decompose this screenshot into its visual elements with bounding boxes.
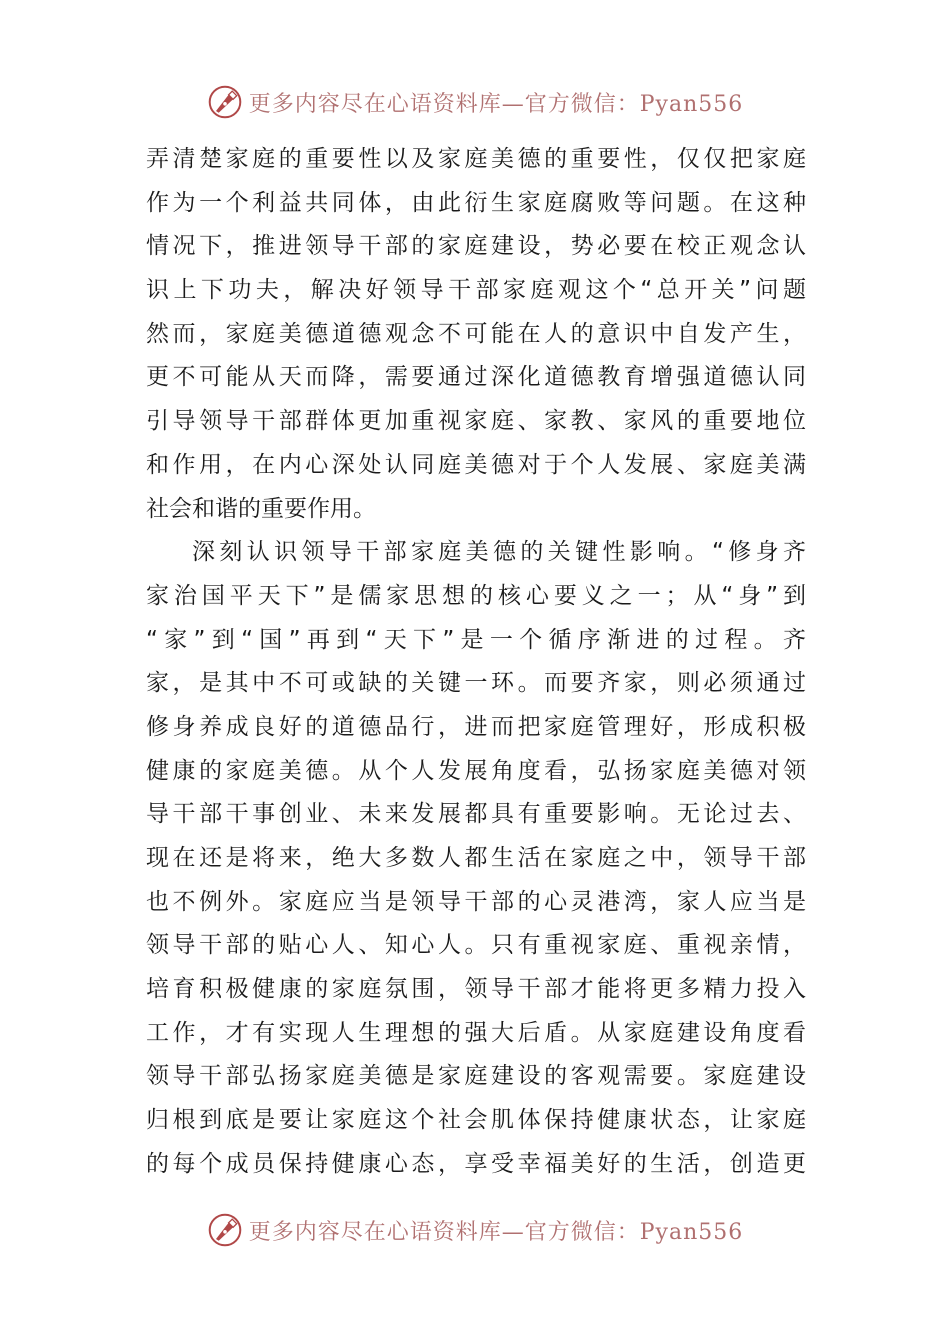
text-line: 也不例外。家庭应当是领导干部的心灵港湾，家人应当是 <box>146 888 806 915</box>
banner-text: 更多内容尽在心语资料库—官方微信：Pyan556 <box>248 1219 744 1245</box>
text-line: 归根到底是要让家庭这个社会肌体保持健康状态，让家庭 <box>146 1107 806 1134</box>
text-line: 社会和谐的重要作用。 <box>146 495 376 522</box>
text-line: 然而，家庭美德道德观念不可能在人的意识中自发产生， <box>146 320 806 347</box>
text-line: 家，是其中不可或缺的关键一环。而要齐家，则必须通过 <box>146 670 806 697</box>
text-line: 弄清楚家庭的重要性以及家庭美德的重要性，仅仅把家庭 <box>146 146 806 172</box>
text-line: 深刻认识领导干部家庭美德的关键性影响。“修身齐 <box>192 539 806 566</box>
text-line: 引导领导干部群体更加重视家庭、家教、家风的重要地位 <box>146 408 806 435</box>
text-line: 培育积极健康的家庭氛围，领导干部才能将更多精力投入 <box>146 976 806 1003</box>
header-banner <box>0 82 950 122</box>
text-line: 作为一个利益共同体，由此衍生家庭腐败等问题。在这种 <box>146 189 806 216</box>
text-line: 领导干部的贴心人、知心人。只有重视家庭、重视亲情， <box>146 932 806 959</box>
text-line: 领导干部弘扬家庭美德是家庭建设的客观需要。家庭建设 <box>146 1063 806 1090</box>
text-line: 情况下，推进领导干部的家庭建设，势必要在校正观念认 <box>146 233 806 260</box>
banner-inner <box>207 84 744 120</box>
text-line: 修身养成良好的道德品行，进而把家庭管理好，形成积极 <box>146 713 806 740</box>
text-line: 工作，才有实现人生理想的强大后盾。从家庭建设角度看 <box>146 1019 806 1046</box>
document-body <box>146 138 806 1187</box>
text-line: 导干部干事创业、未来发展都具有重要影响。无论过去、 <box>146 801 806 828</box>
text-line: 识上下功夫，解决好领导干部家庭观这个“总开关”问题 <box>146 277 806 304</box>
text-line: 现在还是将来，绝大多数人都生活在家庭之中，领导干部 <box>146 845 806 871</box>
pen-nib-logo-icon <box>207 1212 243 1248</box>
pen-nib-logo-icon <box>207 84 243 120</box>
text-line: 更不可能从天而降，需要通过深化道德教育增强道德认同 <box>146 364 806 391</box>
banner-text: 更多内容尽在心语资料库—官方微信：Pyan556 <box>248 91 744 117</box>
text-line: 健康的家庭美德。从个人发展角度看，弘扬家庭美德对领 <box>146 757 806 784</box>
text-line: “家”到“国”再到“天下”是一个循序渐进的过程。齐 <box>146 626 806 653</box>
paragraph-1 <box>146 138 806 531</box>
text-line: 家治国平天下”是儒家思想的核心要义之一；从“身”到 <box>146 582 806 609</box>
footer-banner <box>0 1210 950 1250</box>
paragraph-2 <box>146 531 806 1186</box>
banner-inner <box>207 1212 744 1248</box>
text-line: 的每个成员保持健康心态，享受幸福美好的生活，创造更 <box>146 1150 806 1177</box>
text-line: 和作用，在内心深处认同庭美德对于个人发展、家庭美满 <box>146 451 806 478</box>
